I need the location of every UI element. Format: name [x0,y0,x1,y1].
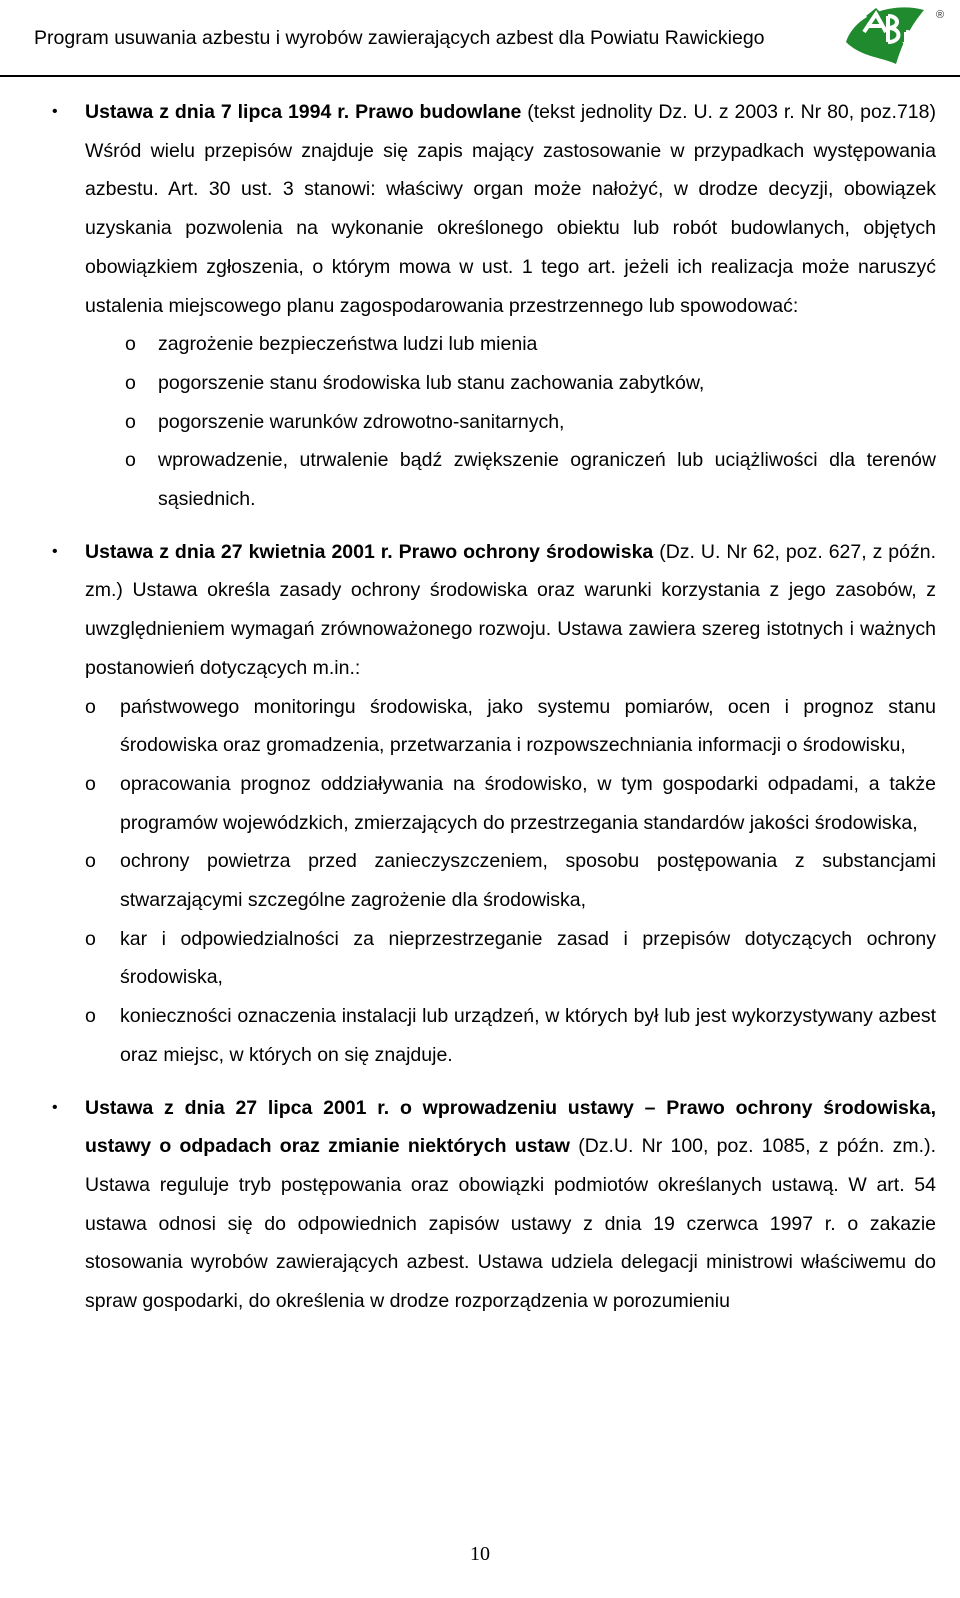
law-item-3-text [85,1089,936,1321]
law-description: (Dz.U. Nr 100, poz. 1085, z późn. zm.). Ustawa reguluje tryb postępowania oraz obowiązki podmiotów określanych ustawą. W art. 54 ustawa odnosi się do odpowiednich zapisów ustawy z dnia 19 czerwca 1997 r. o zakazie stosowania wyrobów zawierających azbest. Ustawa udziela delegacji ministrowi właściwemu do spraw gospodarki, do określenia w drodze rozporządzenia w porozumieniu [85,1135,937,1313]
bullet-icon: • [52,1098,58,1116]
circle-bullet-icon: o [125,333,136,356]
list-item: o pogorszenie warunków zdrowotno-sanitarnych, [85,403,936,442]
circle-bullet-icon: o [85,927,96,950]
law-item-2 [0,533,960,688]
circle-bullet-icon: o [125,449,136,472]
bullet-icon: • [52,103,58,120]
page-header [0,0,960,78]
circle-bullet-icon: o [85,850,96,873]
page-number: 10 [470,1543,490,1565]
registered-mark: ® [936,9,945,21]
sub-list [0,688,960,1075]
bullet-icon: • [52,542,58,560]
list-item: o kar i odpowiedzialności za nieprzestrzeganie zasad i przepisów dotyczących ochrony środowiska, [0,920,960,997]
list-item: o wprowadzenie, utrwalenie bądź zwiększenie ograniczeń lub uciążliwości dla terenów sąsiednich. [85,441,936,518]
list-item: o pogorszenie stanu środowiska lub stanu zachowania zabytków, [85,364,936,403]
circle-bullet-icon: o [125,371,136,394]
circle-bullet-icon: o [85,695,96,718]
circle-bullet-icon: o [85,772,96,795]
law-item-1-text [85,93,936,325]
header-title: Program usuwania azbestu i wyrobów zawierających azbest dla Powiatu Rawickiego [34,27,765,49]
circle-bullet-icon: o [125,410,136,433]
law-title: Ustawa z dnia 7 lipca 1994 r. Prawo budowlane [85,101,522,123]
law-item-3 [0,1089,960,1321]
law-title: Ustawa z dnia 27 lipca 2001 r. o wprowadzeniu ustawy – Prawo ochrony środowiska, ustawy o odpadach oraz zmianie niektórych ustaw [85,1096,936,1158]
law-description: (Dz. U. Nr 62, poz. 627, z późn. zm.) Ustawa określa zasady ochrony środowiska oraz warunki korzystania z jego zasobów, z uwzględnieniem wymagań zrównoważonego rozwoju. Ustawa zawiera szereg istotnych i ważnych postanowień dotyczących m.in.: [85,540,936,679]
list-item: o opracowania prognoz oddziaływania na środowisko, w tym gospodarki odpadami, a także programów wojewódzkich, zmierzających do przestrzegania standardów jakości środowiska, [0,765,960,842]
law-item-1 [0,93,960,519]
list-item: o zagrożenie bezpieczeństwa ludzi lub mienia [85,325,936,364]
abr-logo-icon [836,2,948,72]
header-rule [0,75,960,77]
list-item: o państwowego monitoringu środowiska, jako systemu pomiarów, ocen i prognoz stanu środowiska oraz gromadzenia, przetwarzania i rozpowszechniania informacji o środowisku, [0,688,960,765]
list-item: o konieczności oznaczenia instalacji lub urządzeń, w których był lub jest wykorzystywany azbest oraz miejsc, w których on się znajduje. [0,997,960,1074]
document-body [0,93,960,1321]
law-title: Ustawa z dnia 27 kwietnia 2001 r. Prawo ochrony środowiska [85,540,654,563]
circle-bullet-icon: o [85,1005,96,1028]
law-item-2-text [85,533,936,688]
law-description: (tekst jednolity Dz. U. z 2003 r. Nr 80, poz.718) Wśród wielu przepisów znajduje się zapis mający zastosowanie w przypadkach występowania azbestu. Art. 30 ust. 3 stanowi: właściwy organ może nałożyć, w drodze decyzji, obowiązek uzyskania pozwolenia na wykonanie określonego obiektu lub robót budowlanych, objętych obowiązkiem zgłoszenia, o którym mowa w ust. 1 tego art. jeżeli ich realizacja może naruszyć ustalenia miejscowego planu zagospodarowania przestrzennego lub spowodować: [85,101,936,317]
list-item: o ochrony powietrza przed zanieczyszczeniem, sposobu postępowania z substancjami stwarzającymi szczególne zagrożenie dla środowiska, [0,842,960,919]
sub-list [85,325,936,519]
